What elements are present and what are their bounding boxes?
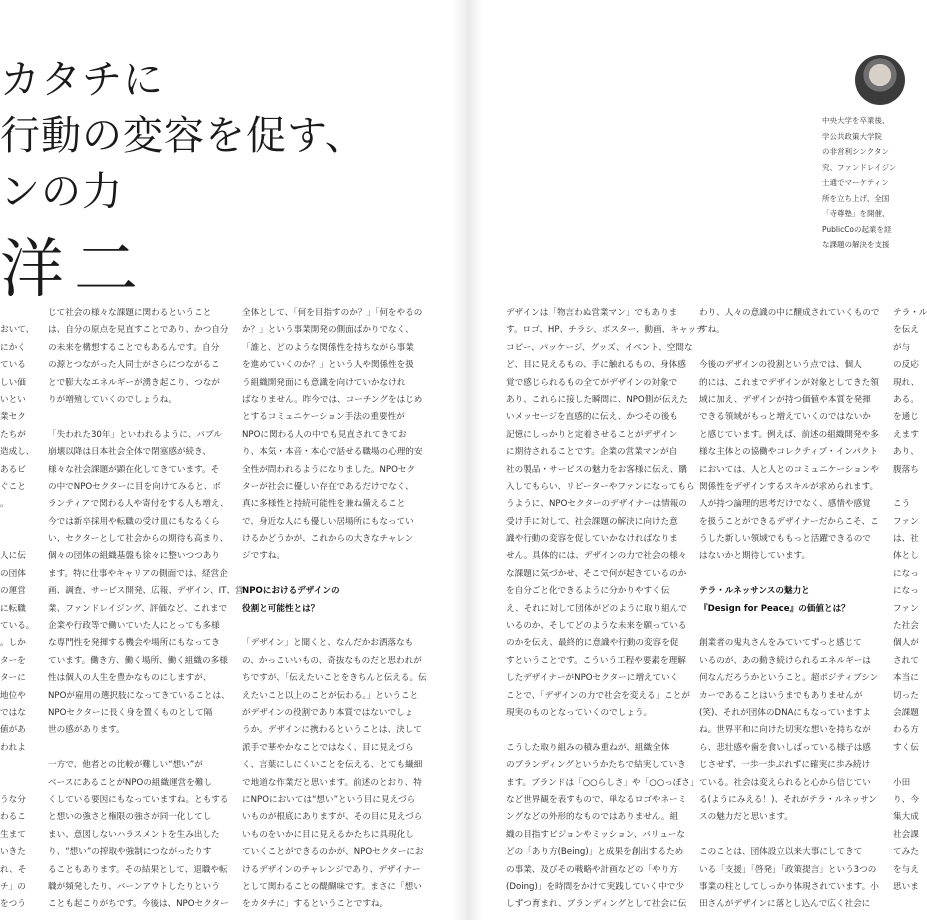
text-line: ばなりません。昨今では、コーチングをはじめ (242, 394, 423, 405)
text-line (0, 514, 26, 531)
section-heading: テラ・ルネッサンスの魅力と (699, 586, 810, 597)
section-heading: 役割と可能性とは？ (242, 603, 320, 614)
text-line: で、身近な人にも優しい居場所にもなってい (242, 516, 414, 527)
text-line: チ」の (0, 881, 26, 892)
text-line: の事業、及びその戦略や計画などの「やり方 (506, 864, 678, 875)
text-column-1 (0, 305, 35, 914)
text-line: か？」という事業開発の側面ばかりでなく、 (242, 325, 414, 336)
text-line: など世界観を表すもので、単なるロゴやネーミ (506, 794, 687, 805)
text-line (893, 757, 920, 774)
text-line: 田さんがデザインに落とし込んで広く社会に (699, 899, 871, 910)
text-line: 記憶にしっかりと定着させることがデザイン (506, 429, 678, 440)
bio-line: PublicCoの起業を経 (822, 224, 892, 234)
text-line: す。ロゴ、HP、チラシ、ポスター、動画、キャッチ (506, 325, 705, 336)
text-line: 「デザイン」と聞くと、なんだかお洒落なも (242, 638, 414, 649)
text-line: うな分 (0, 794, 26, 805)
text-line: 受け手に対して、社会課題の解決に向けた意 (506, 516, 678, 527)
text-line: ファン (893, 603, 919, 614)
text-line: り、本気・本音・本心で話せる職場の心理的安 (242, 447, 423, 458)
section-heading: 『Design for Peace』の価値とは？ (699, 603, 850, 614)
text-line: 腹落ち (893, 464, 919, 475)
text-line: 何なんだろうかということ。超ポジティブシン (699, 673, 879, 684)
text-line: このことは、団体設立以来大事にしてきて (699, 847, 863, 858)
text-line: く、言葉にしにくいことを伝える、とても繊細 (242, 760, 423, 771)
text-line: を与え (893, 864, 919, 875)
text-line: 織の目指すビジョンやミッション、バリューな (506, 829, 686, 840)
text-line: どの「あり方(Being)」と成果を創出するため (506, 847, 684, 858)
text-line: え、それに対して団体がどのように取り組んで (506, 603, 687, 614)
text-line: を通じ (893, 412, 919, 423)
text-line: 関係性をデザインするスキルが求められます。 (699, 481, 879, 492)
section-heading: NPOにおけるデザインの (242, 586, 340, 597)
text-line: の反応 (893, 360, 919, 371)
bio-line: 士通でマーケティン (822, 178, 889, 187)
text-line: カーであることはいうまでもありませんが (699, 690, 863, 701)
text-line (0, 531, 26, 548)
text-line: おいて、 (0, 325, 35, 336)
bio-line: 究、ファンドレイジン (822, 162, 897, 172)
text-line: うように、NPOセクターのデザイナーは情報の (506, 499, 687, 510)
text-line: とで膨大なエネルギーが湧き起こり、つなが (48, 377, 220, 388)
text-column-3 (242, 305, 427, 914)
text-line (242, 566, 417, 583)
text-line: においては、人と人とのコミュニケーションや (699, 464, 879, 475)
bio-line: の非営利シンクタン (822, 147, 890, 156)
text-line: けるデザインのチャレンジであり、デザイナー (242, 864, 421, 875)
text-line: まい、意図しないハラスメントを生み出した (48, 829, 220, 840)
text-line: 崩壊以降は日本社会全体で閉塞感が続き、 (48, 447, 211, 458)
text-line: 派手で華やかなことではなく、目に見えづら (242, 742, 414, 753)
text-line: いるのが、あの動き続けられるエネルギーは (699, 655, 871, 666)
text-line: ていくことができるのかが、NPOセクターにお (242, 847, 424, 858)
article-headline (0, 52, 420, 310)
text-line: 事業の柱としてしっかり体現されています。小 (699, 881, 879, 892)
text-line: けるかどうかが、これからの大きなチャレン (242, 534, 414, 545)
text-line: 画、調査、サービス開発、広報、デザイン、IT、営 (48, 586, 244, 597)
text-line: 個人が (893, 638, 919, 649)
text-line: り、今 (893, 794, 919, 805)
bio-line: 学公共政策大学院 (822, 131, 882, 141)
text-line: りが増殖していくのでしょうね。 (48, 394, 177, 405)
text-line: すく伝 (893, 742, 919, 753)
text-line: は、社 (893, 534, 919, 545)
bio-line: な課題の解決を支援 (822, 240, 890, 249)
text-line: をカタチに」するということですね。 (242, 899, 389, 910)
text-line: (笑)、それが団体のDNAにもなっていますよ (699, 707, 871, 718)
text-line: いものが根底にありますが、その目に見えづら (242, 812, 423, 823)
text-line: 今後のデザインの役割という点では、個人 (699, 360, 862, 371)
text-line: になっ (893, 568, 919, 579)
text-line: てみた (893, 847, 919, 858)
text-line: いきた (0, 847, 26, 858)
text-line: 。 (0, 499, 9, 510)
text-line: 世の感があります。 (48, 725, 125, 736)
text-line (699, 827, 876, 844)
text-line: う組織開発面にも意識を向けていかなけれ (242, 377, 406, 388)
text-line: うした新しい領域でももっと活躍できるので (699, 534, 871, 545)
text-line: わるこ (0, 812, 26, 823)
text-line: ぐこと (0, 481, 26, 492)
text-line: ちですが、「伝えたいことをきちんと伝える。伝 (242, 673, 427, 684)
text-line: えます (893, 429, 919, 440)
text-line: ベースにあることがNPOの組織運営を難し (48, 777, 213, 788)
text-line: のかを伝え、最終的に意識や行動の変容を促 (506, 638, 679, 649)
text-line: いる「支援」「啓発」「政策提言」という3つの (699, 864, 877, 875)
text-line: 会課題 (893, 707, 919, 718)
text-line: ている。社会は変えられると心から信じてい (699, 777, 871, 788)
text-line: ターを (0, 655, 26, 666)
text-line: り、“想い”の搾取や強制につながったりす (48, 847, 212, 858)
text-line: じさせず、一歩一歩ぶれずに確実に歩み続け (699, 760, 871, 771)
text-line: くしている要因にもなっていますね。ともする (48, 794, 229, 805)
text-line: のブランディングというかたちで結実していき (506, 760, 686, 771)
text-line: すということです。こういう工程や要素を理解 (506, 655, 686, 666)
text-line (0, 775, 26, 792)
text-column-6 (893, 305, 927, 914)
text-line: わり、人々の意識の中に醸成されていくもので (699, 308, 880, 318)
text-line: にNPOにおいては“想い”という目に見えづら (242, 794, 416, 805)
text-line: いとい (0, 394, 26, 405)
text-line: 体とし (893, 551, 919, 562)
text-line: 本当に (893, 673, 919, 684)
text-line: 職が頻発したり、バーンアウトしたりという (48, 881, 220, 892)
text-line: 地位や (0, 690, 26, 701)
text-column-2 (48, 305, 244, 914)
text-line: の中でNPOセクターに目を向けてみると、ボ (48, 481, 221, 492)
text-line: を扱うことができるデザイナーだからこそ、こ (699, 516, 879, 527)
text-line: こう (893, 499, 911, 510)
text-line: 今では新卒採用や転職の受け皿にもなるくら (48, 516, 220, 527)
text-line: 。しか (0, 638, 26, 649)
text-line: ターに (0, 673, 26, 684)
text-line: が与 (893, 342, 911, 353)
text-line: 個々の団体の組織基盤も徐々に整いつつあり (48, 551, 220, 562)
text-line: NPOに関わる人の中でも見直されてきてお (242, 429, 407, 440)
text-line: ランティアで関わる人や寄付をする人も増え、 (48, 499, 229, 510)
text-line: されて (893, 655, 919, 666)
text-line (699, 618, 876, 635)
text-line: 識や行動の変容を促していかなければなりま (506, 534, 678, 545)
text-column-5 (699, 305, 880, 914)
text-line: 「失われた30年」といわれるように、バブル (48, 429, 222, 440)
text-line (893, 896, 920, 913)
text-line: あり、これらに接した瞬間に、NPO側が伝えた (506, 394, 688, 405)
text-line: コピー、パッケージ、グッズ、イベント、空間な (506, 342, 693, 353)
text-line: がデザインの役割であり本質ではないでしょ (242, 707, 414, 718)
text-line: 入してもらい、リピーターやファンになってもら (506, 481, 695, 492)
text-line: 域に加え、デザインが持つ価値や本質を発揮 (699, 394, 871, 405)
text-line: は、自分の原点を見直すことであり、かつ自分 (48, 325, 229, 336)
text-line: はないかと期待しています。 (699, 551, 811, 562)
headline-line-1: カタチに (0, 57, 164, 103)
text-line: われよ (0, 742, 26, 753)
text-line: ファン (893, 516, 919, 527)
text-line: 思いま (893, 881, 919, 892)
text-line: できる領域がもっと増えていくのではないか (699, 412, 871, 423)
text-line: 造成し、 (0, 447, 35, 458)
text-line: ます。ブランドは「○○らしさ」や「○○っぽさ」 (506, 777, 699, 788)
text-line: の、かっこいいもの、奇抜なものだと思われが (242, 655, 422, 666)
text-line: うか。デザインに携わるということは、決して (242, 725, 422, 736)
text-line: と感じています。例えば、前述の組織開発や多 (699, 429, 879, 440)
text-line: スの魅力だと思います。 (699, 812, 793, 823)
text-line: を伝え (893, 325, 919, 336)
text-line: 生まて (0, 829, 26, 840)
text-line: 創業者の鬼丸さんをみていてずっと感じて (699, 638, 862, 649)
text-line: な専門性を発揮する機会や場所にもなってき (48, 638, 220, 649)
text-line: NPOが雇用の選択肢になってきていることは、 (48, 690, 230, 701)
author-name: 洋二 (0, 233, 148, 307)
text-line: NPOセクターに長く身を置くものとして隔 (48, 707, 213, 718)
text-line: に転職 (0, 603, 26, 614)
text-line: わる方 (893, 725, 919, 736)
text-column-4 (506, 305, 705, 914)
text-line: を自分ごと化できるように分かりやすく伝 (506, 586, 670, 597)
text-line: 現れ、 (893, 377, 920, 388)
text-line: (Doing)」を時間をかけて実践していく中で少 (506, 881, 684, 892)
text-line (893, 479, 920, 496)
text-line: テラ・ル (893, 308, 927, 318)
text-line: 切った (893, 690, 919, 701)
text-line: とするコミュニケーション手法の重要性が (242, 412, 405, 423)
text-line: の団体 (0, 568, 26, 579)
text-line: 覚で感じられるもの全てがデザインの対象で (506, 377, 678, 388)
author-bio (822, 113, 920, 253)
text-line: と想いの強さと権限の強さが同一化してし (48, 812, 212, 823)
text-line: いるのか、そしてどのような未来を願っている (506, 621, 687, 632)
headline-line-2: 行動の変容を促す、 (0, 113, 366, 159)
text-line: の源とつながった人同士がさらにつながるこ (48, 360, 220, 371)
text-line: 社会課 (893, 829, 919, 840)
text-line (699, 566, 876, 583)
text-line: に期待されることです。企業の営業マンが自 (506, 447, 678, 458)
text-line: 業セク (0, 412, 26, 423)
text-line: 様な主体との協働やコレクティブ・インパクト (699, 447, 879, 458)
text-line (48, 740, 221, 757)
author-avatar (855, 55, 905, 105)
text-line: にかく (0, 342, 26, 353)
text-line: デザインは「物言わぬ営業マン」でもありま (506, 308, 678, 318)
text-line: 全体として、「何を目指すのか？」「何をやるの (242, 308, 423, 318)
page-gutter (452, 0, 482, 920)
text-line: せん。具体的には、デザインの力で社会の様々 (506, 551, 687, 562)
text-line: いメッセージを直感的に伝え、かつその後も (506, 412, 678, 423)
text-line: な課題に気づかせ、そこで何が起きているのか (506, 568, 687, 579)
text-line (0, 757, 26, 774)
text-line: になっ (893, 586, 919, 597)
text-line: ではな (0, 707, 26, 718)
text-line: したデザイナーがNPOセクターに増えていく (506, 673, 679, 684)
text-line: 様々な社会課題が顕在化してきています。そ (48, 464, 220, 475)
text-line: れ、そ (0, 864, 27, 875)
text-line: ターが社会に優しい存在であるだけでなく、 (242, 481, 414, 492)
text-line: 真に多様性と持続可能性を兼ね備えること (242, 499, 406, 510)
text-line: 一方で、他者との比較が難しい“想い”が (48, 760, 203, 771)
text-line: しい価 (0, 377, 26, 388)
text-line: ている。 (0, 621, 35, 632)
text-line: ら、悲壮感や歯を食いしばっている様子は感 (699, 742, 871, 753)
text-line: しずつ育まれ、ブランディングとして社会に伝 (506, 899, 687, 910)
text-line: 人に伝 (0, 551, 26, 562)
text-line: ています。働き方、働く場所、働く組織の多様 (48, 655, 228, 666)
bio-line: 中央大学を卒業後、 (822, 116, 890, 125)
text-line: すね。 (699, 325, 725, 336)
text-line: えたいこと以上のことが伝わる。」ということ (242, 690, 419, 701)
text-line: 小田 (893, 777, 911, 788)
text-line: をつう (0, 899, 26, 910)
text-line: 集大成 (893, 812, 919, 823)
text-line: ることもあります。その結果として、退職や転 (48, 864, 228, 875)
text-line: の未来を構想することでもあるんです。自分 (48, 342, 220, 353)
text-line: として関わることの醍醐味です。まさに「想い (242, 881, 422, 892)
text-line: こうした取り組みの積み重ねが、組織全体 (506, 742, 670, 753)
text-line (506, 722, 682, 739)
text-line: ある。 (893, 394, 919, 405)
bio-line: 所を立ち上げ、全国 (822, 193, 890, 203)
text-line: ど、目に見えるもの、手に触れるもの、身体感 (506, 360, 686, 371)
text-line (0, 305, 26, 322)
text-line: で地道な作業だと思います。前述のとおり、特 (242, 777, 422, 788)
text-line: 的には、これまでデザインが対象としてきた領 (699, 377, 879, 388)
text-line: 企業や行政等で働いていた人にとっても多様 (48, 621, 220, 632)
text-line: 値があ (0, 725, 26, 736)
text-line: 人が持つ論理的思考だけでなく、感情や感覚 (699, 499, 871, 510)
bio-line: 「寺尊塾」を開催、 (822, 209, 890, 218)
text-line: 性は個人の人生を豊かなものにしますが、 (48, 673, 212, 684)
text-line: あり、 (893, 447, 919, 458)
text-line (242, 618, 417, 635)
text-line: たちが (0, 429, 26, 440)
text-line: 社の製品・サービスの魅力をお客様に伝え、購 (506, 464, 687, 475)
text-line: ね。世界平和に向けた切実な想いを持ちなが (699, 725, 871, 736)
text-line: ている (0, 360, 26, 371)
headline-line-3: ンの力 (0, 169, 123, 215)
text-line: じて社会の様々な課題に関わるということ (48, 308, 212, 318)
text-line: あるビ (0, 464, 26, 475)
text-line: 業、ファンドレイジング、評価など、これまで (48, 603, 228, 614)
text-line: た社会 (893, 621, 919, 632)
text-line: ことで、「デザインの力で社会を変える」ことが (506, 690, 690, 701)
text-line: の運営 (0, 586, 26, 597)
text-line: 「誰と、どのような関係性を持ちながら事業 (242, 342, 414, 353)
text-line: を進めていくのか？」という人や関係性を扱 (242, 360, 414, 371)
text-line: ます。特に仕事やキャリアの側面では、経営企 (48, 568, 228, 579)
text-line (48, 409, 221, 426)
text-line: る(ようにみえる！)、それがテラ・ルネッサン (699, 794, 877, 805)
text-line: いものをいかに目に見えるかたちに具現化し (242, 829, 414, 840)
text-line: い、セクターとして社会からの期待も高まり、 (48, 534, 229, 545)
text-line (699, 340, 876, 357)
text-line: ングなどの外形的なものではありません。組 (506, 812, 679, 823)
text-line: 現実のものとなっていくのでしょう。 (506, 707, 653, 718)
text-line: ジですね。 (242, 551, 285, 562)
text-line: 全性が問われるようになりました。NPOセク (242, 464, 416, 475)
text-line: ことも起こりがちです。今後は、NPOセクター (48, 899, 229, 910)
